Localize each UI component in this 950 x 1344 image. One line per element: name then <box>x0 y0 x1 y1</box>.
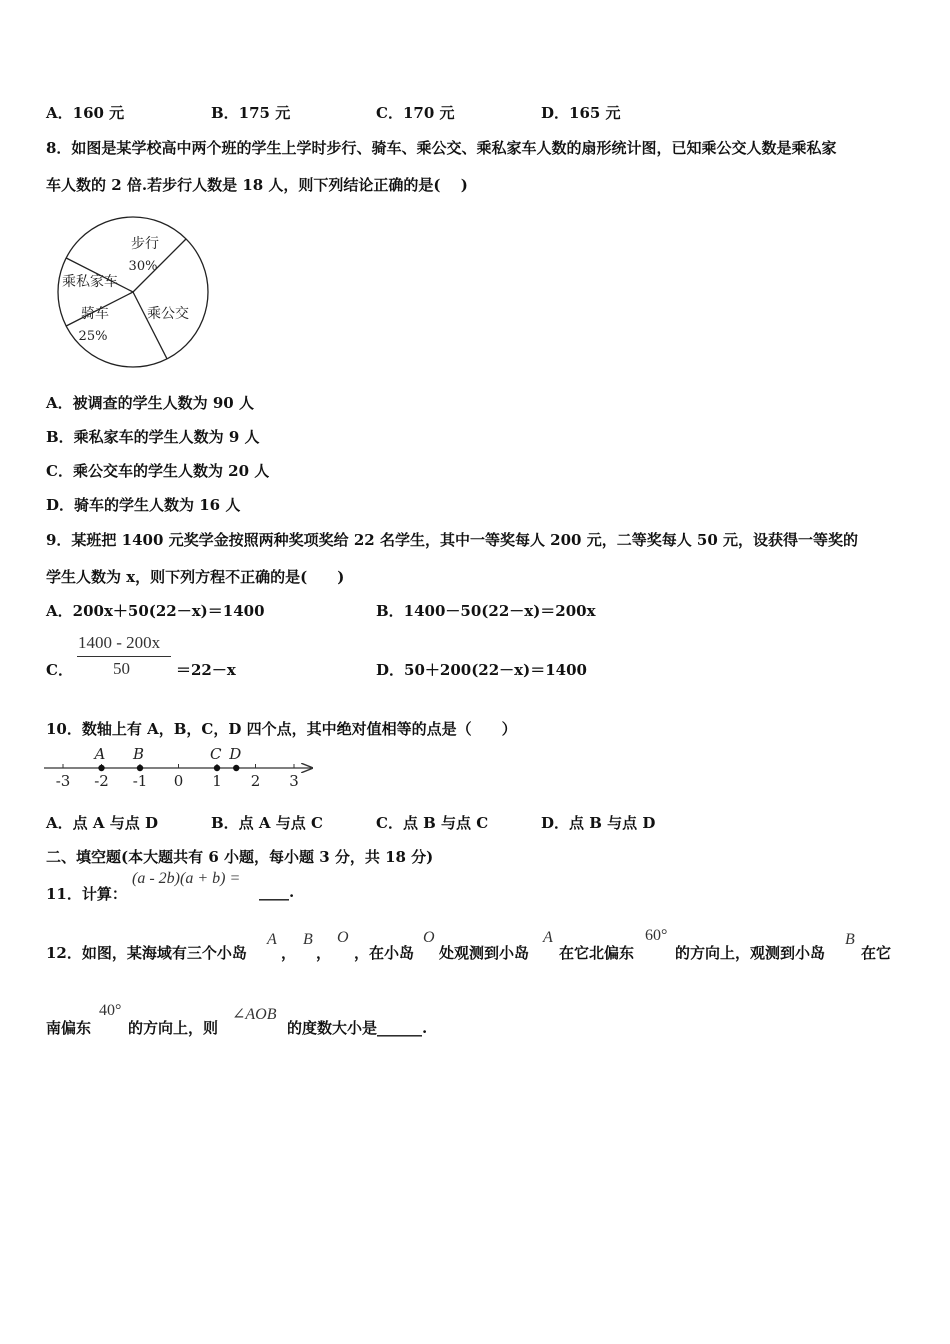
q12-text3: 在它北偏东 <box>559 944 635 962</box>
q9-option-c-prefix: C． <box>46 661 73 679</box>
q9-stem-line1: 9．某班把 1400 元奖学金按照两种奖项奖给 22 名学生，其中一等奖每人 200 元，二等奖每人 50 元，设获得一等奖的 <box>46 531 859 549</box>
q9-option-b: B．1400－50(22－x)＝200x <box>376 602 596 620</box>
q12-text5: 在它 <box>861 944 892 962</box>
tick-label: -3 <box>55 772 71 790</box>
q12-text2: 处观测到小岛 <box>439 944 530 962</box>
q11-expression: (a - 2b)(a + b) = <box>132 870 241 887</box>
q12-angle2: 40° <box>99 1002 122 1019</box>
q8-option-c: C．乘公交车的学生人数为 20 人 <box>46 462 270 480</box>
pie-percent-bike: 25% <box>78 329 108 344</box>
q12-angle1: 60° <box>645 927 668 944</box>
section-heading: 二、填空题(本大题共有 6 小题，每小题 3 分，共 18 分) <box>46 848 434 866</box>
q8-stem-line1: 8．如图是某学校高中两个班的学生上学时步行、骑车、乘公交、乘私家车人数的扇形统计图，已知乘公交人数是乘私家 <box>46 139 837 157</box>
q12-prefix: 12．如图，某海域有三个小岛 <box>46 944 247 962</box>
tick-label: -2 <box>94 772 109 790</box>
point-label-a: A <box>94 745 106 763</box>
q8-option-d: D．骑车的学生人数为 16 人 <box>46 496 241 514</box>
q9-option-c-rhs: ＝22－x <box>176 661 236 679</box>
q9-fraction-bar <box>77 656 171 657</box>
q12-sym-a: A <box>267 931 277 948</box>
tick-label: -1 <box>132 772 148 790</box>
q9-option-d: D．50＋200(22－x)＝1400 <box>376 661 587 679</box>
pie-divider-2 <box>133 292 167 359</box>
q9-option-c-numerator: 1400 - 200x <box>78 633 161 652</box>
q12-sym-o: O <box>337 929 349 946</box>
q7-option-c: C．170 元 <box>376 104 455 122</box>
tick-label: 3 <box>289 772 299 790</box>
q7-option-b: B．175 元 <box>211 104 291 122</box>
q12-sym-o2: O <box>423 929 435 946</box>
q12-text6: 的方向上，则 <box>128 1019 219 1037</box>
q8-stem-line2: 车人数的 2 倍.若步行人数是 18 人，则下列结论正确的是( ) <box>46 176 468 194</box>
q12-sym-a2: A <box>543 929 553 946</box>
number-line <box>40 744 330 792</box>
point-c <box>214 765 220 771</box>
q12-text1: ，在小岛 <box>354 944 415 962</box>
q12-text7: 的度数大小是______. <box>287 1019 428 1037</box>
q12-sym-b: B <box>303 931 313 948</box>
pie-label-bike: 骑车 <box>81 306 109 322</box>
tick-label: 2 <box>250 772 261 790</box>
point-b <box>137 765 143 771</box>
q12-sep2: ， <box>316 944 332 962</box>
q11-blank: ____. <box>259 883 295 901</box>
q9-option-a: A．200x＋50(22－x)＝1400 <box>46 602 265 620</box>
q9-option-c-denominator: 50 <box>113 659 130 678</box>
q10-stem: 10．数轴上有 A，B，C，D 四个点，其中绝对值相等的点是（ ） <box>46 720 517 738</box>
q7-option-a: A．160 元 <box>46 104 125 122</box>
tick-label: 1 <box>212 772 222 790</box>
q12-sym-b2: B <box>845 931 855 948</box>
pie-label-walk: 步行 <box>131 236 159 252</box>
q12-angle-expr: ∠AOB <box>232 1006 277 1023</box>
point-a <box>98 765 104 771</box>
pie-percent-walk: 30% <box>128 259 158 274</box>
q9-stem-line2: 学生人数为 x，则下列方程不正确的是( ) <box>46 568 345 586</box>
point-label-b: B <box>133 745 145 763</box>
point-label-d: D <box>229 745 242 763</box>
point-d <box>233 765 239 771</box>
q10-option-b: B．点 A 与点 C <box>211 814 323 832</box>
pie-chart <box>50 210 220 375</box>
q10-option-c: C．点 B 与点 C <box>376 814 489 832</box>
q12-line2-prefix: 南偏东 <box>46 1019 92 1037</box>
q10-option-a: A．点 A 与点 D <box>46 814 158 832</box>
tick-label: 0 <box>173 772 184 790</box>
q8-option-b: B．乘私家车的学生人数为 9 人 <box>46 428 260 446</box>
point-label-c: C <box>210 745 222 763</box>
q7-option-d: D．165 元 <box>541 104 621 122</box>
q8-option-a: A．被调查的学生人数为 90 人 <box>46 394 254 412</box>
pie-label-bus: 乘公交 <box>147 306 189 322</box>
q12-sep1: ， <box>281 944 297 962</box>
pie-label-car: 乘私家车 <box>62 274 118 290</box>
q12-text4: 的方向上，观测到小岛 <box>675 944 826 962</box>
q11-prefix: 11．计算： <box>46 885 127 903</box>
q10-option-d: D．点 B 与点 D <box>541 814 656 832</box>
